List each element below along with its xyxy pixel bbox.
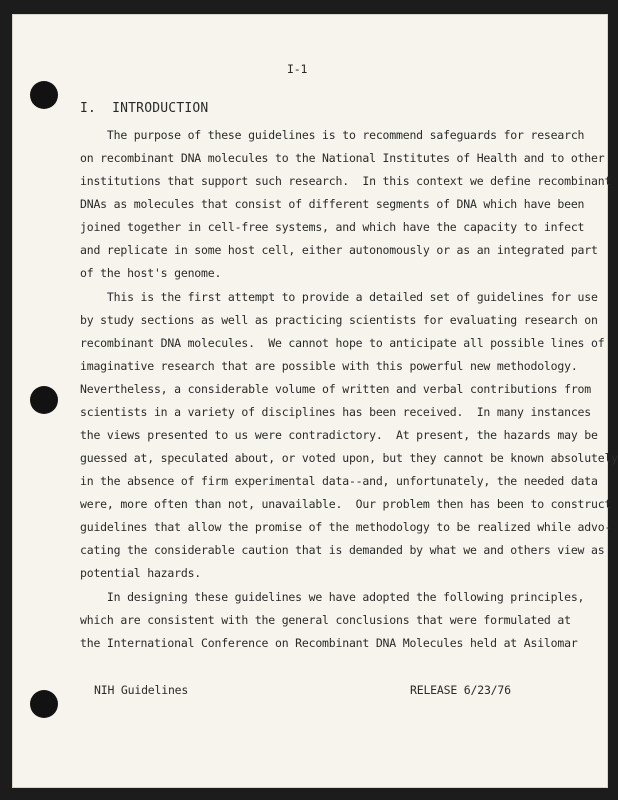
punch-hole-top bbox=[30, 81, 58, 109]
section-heading: I. INTRODUCTION bbox=[80, 101, 209, 116]
body-line: joined together in cell-free systems, and which have the capacity to infect bbox=[80, 220, 585, 234]
body-line: were, more often than not, unavailable. Our problem then has been to construct bbox=[80, 497, 612, 511]
body-line: institutions that support such research. In this context we define recombinant bbox=[80, 174, 612, 188]
body-line: the International Conference on Recombinant DNA Molecules held at Asilomar bbox=[80, 636, 578, 650]
body-line: cating the considerable caution that is demanded by what we and others view as bbox=[80, 543, 605, 557]
body-line: which are consistent with the general conclusions that were formulated at bbox=[80, 613, 571, 627]
body-line: the views presented to us were contradictory. At present, the hazards may be bbox=[80, 428, 598, 442]
body-line: guidelines that allow the promise of the methodology to be realized while advo- bbox=[80, 520, 612, 534]
body-line: The purpose of these guidelines is to recommend safeguards for research bbox=[80, 128, 585, 142]
punch-hole-bottom bbox=[30, 690, 58, 718]
body-line: in the absence of firm experimental data--and, unfortunately, the needed data bbox=[80, 474, 598, 488]
body-line: Nevertheless, a considerable volume of written and verbal contributions from bbox=[80, 382, 591, 396]
body-line: scientists in a variety of disciplines has been received. In many instances bbox=[80, 405, 591, 419]
body-line: imaginative research that are possible with this powerful new methodology. bbox=[80, 359, 578, 373]
body-line: In designing these guidelines we have adopted the following principles, bbox=[80, 590, 585, 604]
page-number: I-1 bbox=[287, 62, 308, 76]
footer-release-date: RELEASE 6/23/76 bbox=[410, 683, 511, 697]
body-line: This is the first attempt to provide a detailed set of guidelines for use bbox=[80, 290, 598, 304]
body-line: on recombinant DNA molecules to the National Institutes of Health and to other bbox=[80, 151, 605, 165]
punch-hole-middle bbox=[30, 386, 58, 414]
body-line: guessed at, speculated about, or voted upon, but they cannot be known absolutely bbox=[80, 451, 618, 465]
body-line: DNAs as molecules that consist of different segments of DNA which have been bbox=[80, 197, 585, 211]
body-line: by study sections as well as practicing scientists for evaluating research on bbox=[80, 313, 598, 327]
body-line: and replicate in some host cell, either autonomously or as an integrated part bbox=[80, 243, 598, 257]
body-line: of the host's genome. bbox=[80, 266, 222, 280]
footer-title: NIH Guidelines bbox=[94, 683, 189, 697]
body-line: recombinant DNA molecules. We cannot hope to anticipate all possible lines of bbox=[80, 336, 605, 350]
body-line: potential hazards. bbox=[80, 566, 202, 580]
